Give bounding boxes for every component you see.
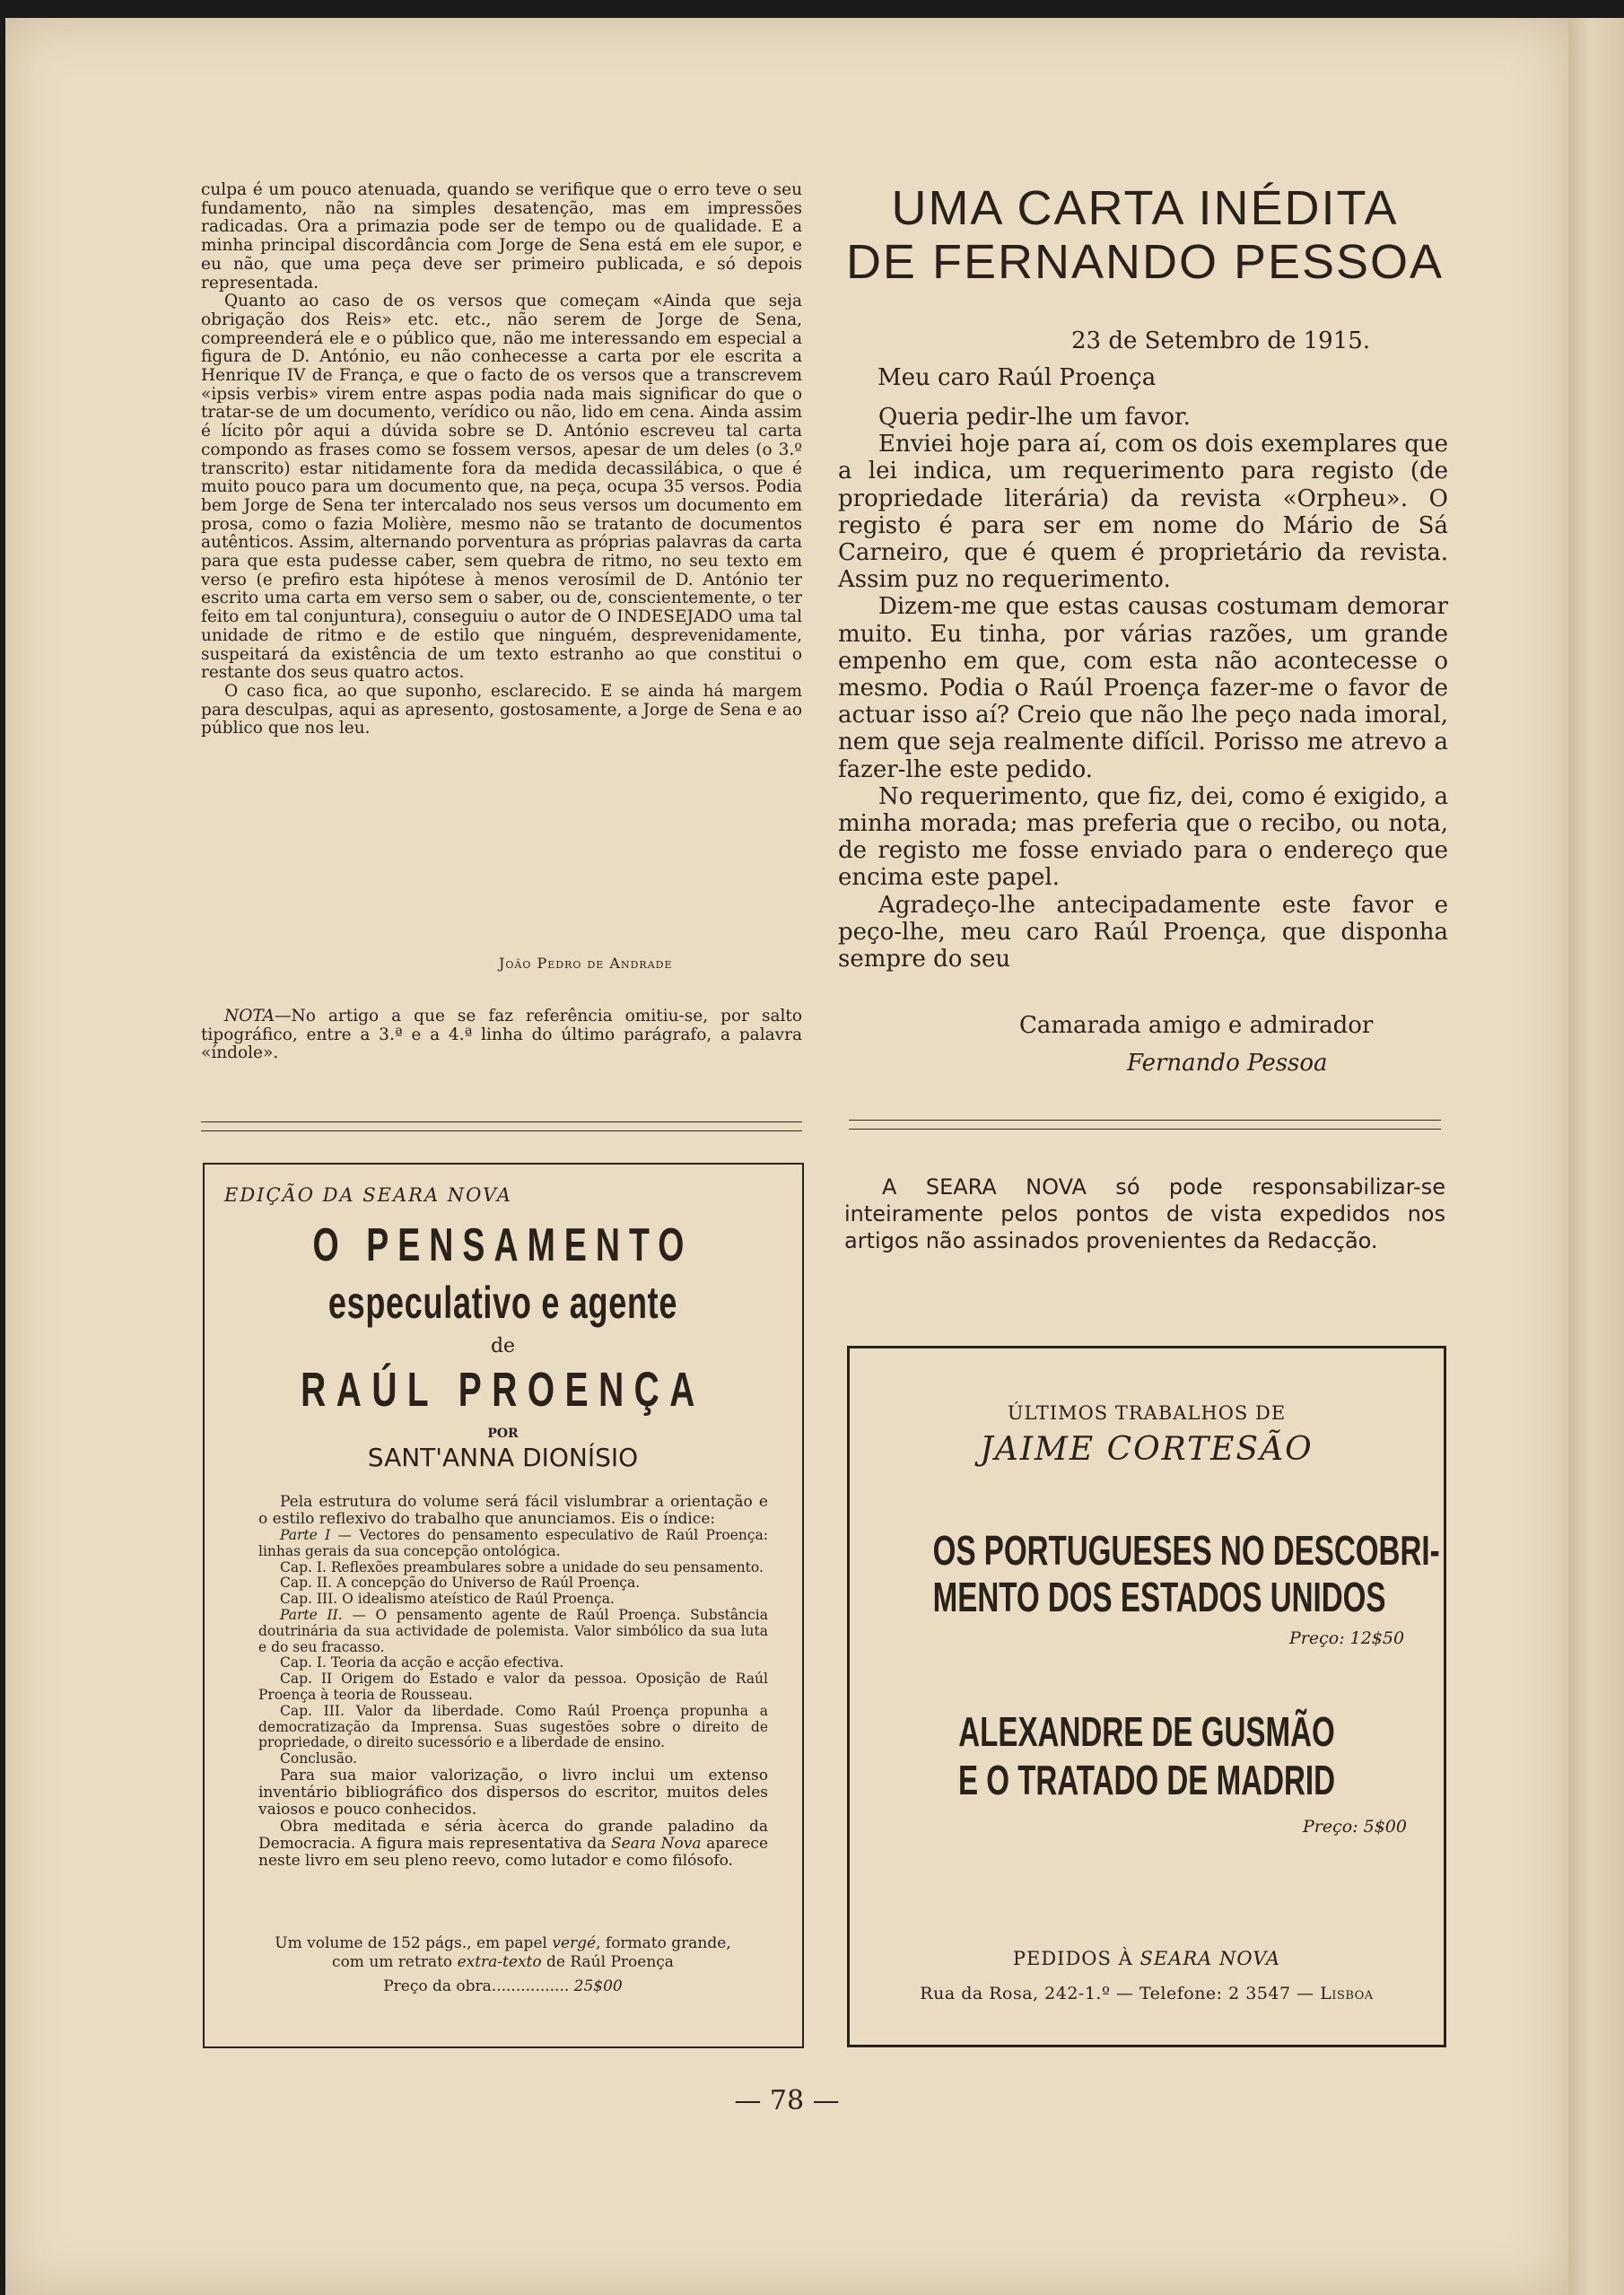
book2-title-line2: E O TRATADO DE MADRID [957,1757,1336,1803]
address: Rua da Rosa, 242-1.º — Telefone: 2 3547 — Lisboa [920,1984,1374,2003]
ad-intro: Pela estrutura do volume será fácil vislumbrar a orientação e o estilo reflexivo do trabalho que anunciamos. Eis o índice: [258,1493,768,1528]
ad-cortesao [847,1346,1446,2047]
page-fold [1568,18,1624,2295]
nota-text: —No artigo a que se faz referência omitiu-se, por salto tipográfico, entre a 3.ª e a 4.ª linha do último parágrafo, a palavra «índole». [201,1007,802,1063]
disclaimer: A SEARA NOVA só pode responsabilizar-se inteiramente pelos pontos de vista expedidos nos artigos não assinados provenientes da Redacção. [844,1174,1445,1253]
orders: PEDIDOS À SEARA NOVA [1012,1948,1281,1969]
chapter: Cap. III. Valor da liberdade. Como Raúl Proença propunha a democratização da Imprensa. Suas sugestões sobre o direito de propriedade, o direito sucessório e a liberdade de ensino. [258,1702,768,1751]
book1-title-line1: OS PORTUGUESES NO DESCOBRI- [932,1527,1440,1574]
ad-paragraph: Obra meditada e séria àcerca do grande paladino da Democracia. A figura mais representativa da Seara Nova aparece neste livro em seu pleno reevo, como lutador e como filósofo. [258,1817,769,1870]
ad-volume: Um volume de 152 págs., em papel vergé, formato grande, com um retrato extra-texto de Raúl Proença Preço da obra................ 25$00 [275,1934,731,1995]
nota-label: NOTA [224,1007,275,1025]
paragraph: Queria pedir-lhe um favor. [878,404,1191,431]
letter-title [840,181,1450,289]
chapter: Cap. I. Teoria da acção e acção efectiva. [280,1654,564,1671]
divider [201,1121,802,1122]
ad-paragraph: Para sua maior valorização, o livro inclui um extenso inventário bibliográfico dos dispersos do escritor, muitos deles vaiosos e pouco conhecidos. [258,1766,768,1819]
part-text: — Vectores do pensamento especulativo de Raúl Proença: linhas gerais da sua concepção ontológica. [258,1527,768,1559]
paragraph: culpa é um pouco atenuada, quando se verifique que o erro teve o seu fundamento, não na simples desatenção, mas em impressões radicadas. Ora a primazia pode ser de tempo ou de qualidade. E a minha principal discordância com Jorge de Sena está em ele supor, e eu não, que uma peça deve ser primeiro publicada, e só depois representada. [201,180,802,292]
ad-de: de [490,1335,516,1357]
article-author: João Pedro de Andrade [499,955,673,972]
magazine-page [5,18,1568,2295]
ad-description [258,1494,768,1870]
letter-date: 23 de Setembro de 1915. [1071,327,1371,354]
ad-title-2: especulativo e agente [327,1278,678,1328]
divider [201,1130,802,1131]
paragraph: Quanto ao caso de os versos que começam «Ainda que seja obrigação dos Reis» etc. etc., não serem de Jorge de Sena, compreenderá ele e o público que, não me interessando em especial a figura de D. António, eu não conhecesse a carta por ele escrita a Henrique IV de França, e que o facto de os versos que a transcrevem «ipsis verbis» virem entre aspas podia nada mais significar do que o tratar-se de um documento, verídico ou não, lido em cena. Ainda assim é lícito pôr aqui a dúvida sobre se D. António escreveu tal carta compondo as frases como se fossem versos, apesar de um deles (o 3.º transcrito) estar nitidamente fora da medida decassilábica, o que é muito pouco para um documento que, na peça, ocupa 35 versos. Podia bem Jorge de Sena ter intercalado nos seus versos um documento em prosa, como o fazia Molière, mesmo não se tratanto de documentos autênticos. Assim, alternando porventura as próprias palavras da carta para que esta pudesse caber, sem quebra de ritmo, no seu texto em verso (e prefiro esta hipótese à menos verosímil de D. António ter escrito uma carta em verso sem o saber, ou de, conscientemente, o ter feito em tal conjuntura), conseguiu o autor de O INDESEJADO uma tal unidade de ritmo e de estilo que ninguém, desprevenidamente, suspeitará da existência de um texto estranho ao que constitui o restante dos seus quatro actos. [201,292,802,683]
ad-por: POR [487,1427,519,1441]
part-label: Parte I [280,1527,331,1543]
ad-edition: EDIÇÃO DA SEARA NOVA [224,1184,512,1206]
paragraph: Agradeço-lhe antecipadamente este favor e peço-lhe, meu caro Raúl Proença, que disponha sempre do seu [838,891,1448,973]
left-article [201,181,802,738]
nota [201,1008,802,1063]
letter-body [838,404,1448,973]
paragraph: Dizem-me que estas causas costumam demorar muito. Eu tinha, por várias razões, um grande empenho em que, com esta não acontecesse o mesmo. Podia o Raúl Proença fazer-me o favor de actuar isso aí? Creio que não lhe peço nada imoral, nem que seja realmente difícil. Porisso me atrevo a fazer-lhe este pedido. [838,593,1448,783]
letter-salutation: Meu caro Raúl Proença [877,364,1157,391]
page-number: — 78 — [734,2085,840,2116]
part-text: — O pensamento agente de Raúl Proença. Substância doutrinária da sua actividade de polemista. Valor simbólico da sua luta e do seu fracasso. [258,1606,768,1655]
book2-price: Preço: 5$00 [1303,1817,1407,1837]
price-value: 25$00 [573,1977,623,1995]
ad-title-1: O PENSAMENTO [312,1219,694,1271]
paragraph: No requerimento, que fiz, dei, como é exigido, a minha morada; mas preferia que o recibo, ou nota, de registo me fosse enviado para o endereço que encima este papel. [838,782,1448,892]
letter-signature: Fernando Pessoa [1127,1050,1328,1077]
paragraph: Enviei hoje para aí, com os dois exemplares que a lei indica, um requerimento para registo (de propriedade literária) da revista «Orpheu». O registo é para ser em nome do Mário de Sá Carneiro, que é quem é proprietário da revista. Assim puz no requerimento. [838,431,1448,594]
book2-title-line1: ALEXANDRE DE GUSMÃO [958,1708,1335,1755]
chapter: Conclusão. [280,1750,357,1767]
chapter: Cap. III. O idealismo ateístico de Raúl Proença. [280,1591,615,1608]
ad-header: ÚLTIMOS TRABALHOS DE [1007,1402,1287,1424]
price-label: Preço da obra................ [383,1977,570,1995]
ad-author: SANT'ANNA DIONÍSIO [367,1443,639,1472]
chapter: Cap. II. A concepção do Universo de Raúl Proença. [280,1575,641,1592]
letter-closing: Camarada amigo e admirador [1019,1012,1374,1039]
paragraph: O caso fica, ao que suponho, esclarecido. E se ainda há margem para desculpas, aqui as apresento, gostosamente, a Jorge de Sena e ao público que nos leu. [201,681,802,738]
book1-price: Preço: 12$50 [1289,1628,1405,1648]
divider [849,1120,1441,1121]
ad-author-name: JAIME CORTESÃO [980,1431,1314,1468]
ad-name: RAÚL PROENÇA [301,1363,705,1417]
book1-title-line2: MENTO DOS ESTADOS UNIDOS [932,1574,1386,1620]
chapter: Cap. I. Reflexões preambulares sobre a unidade do seu pensamento. [280,1558,764,1575]
letter-title-line1: UMA CARTA INÉDITA [891,181,1399,235]
divider [849,1129,1441,1130]
chapter: Cap. II Origem do Estado e valor da pessoa. Oposição de Raúl Proença à teoria de Rousseau. [258,1671,768,1703]
letter-title-line2: DE FERNANDO PESSOA [845,235,1445,289]
ad-pensamento [203,1163,804,2048]
part-label: Parte II. [280,1606,343,1623]
